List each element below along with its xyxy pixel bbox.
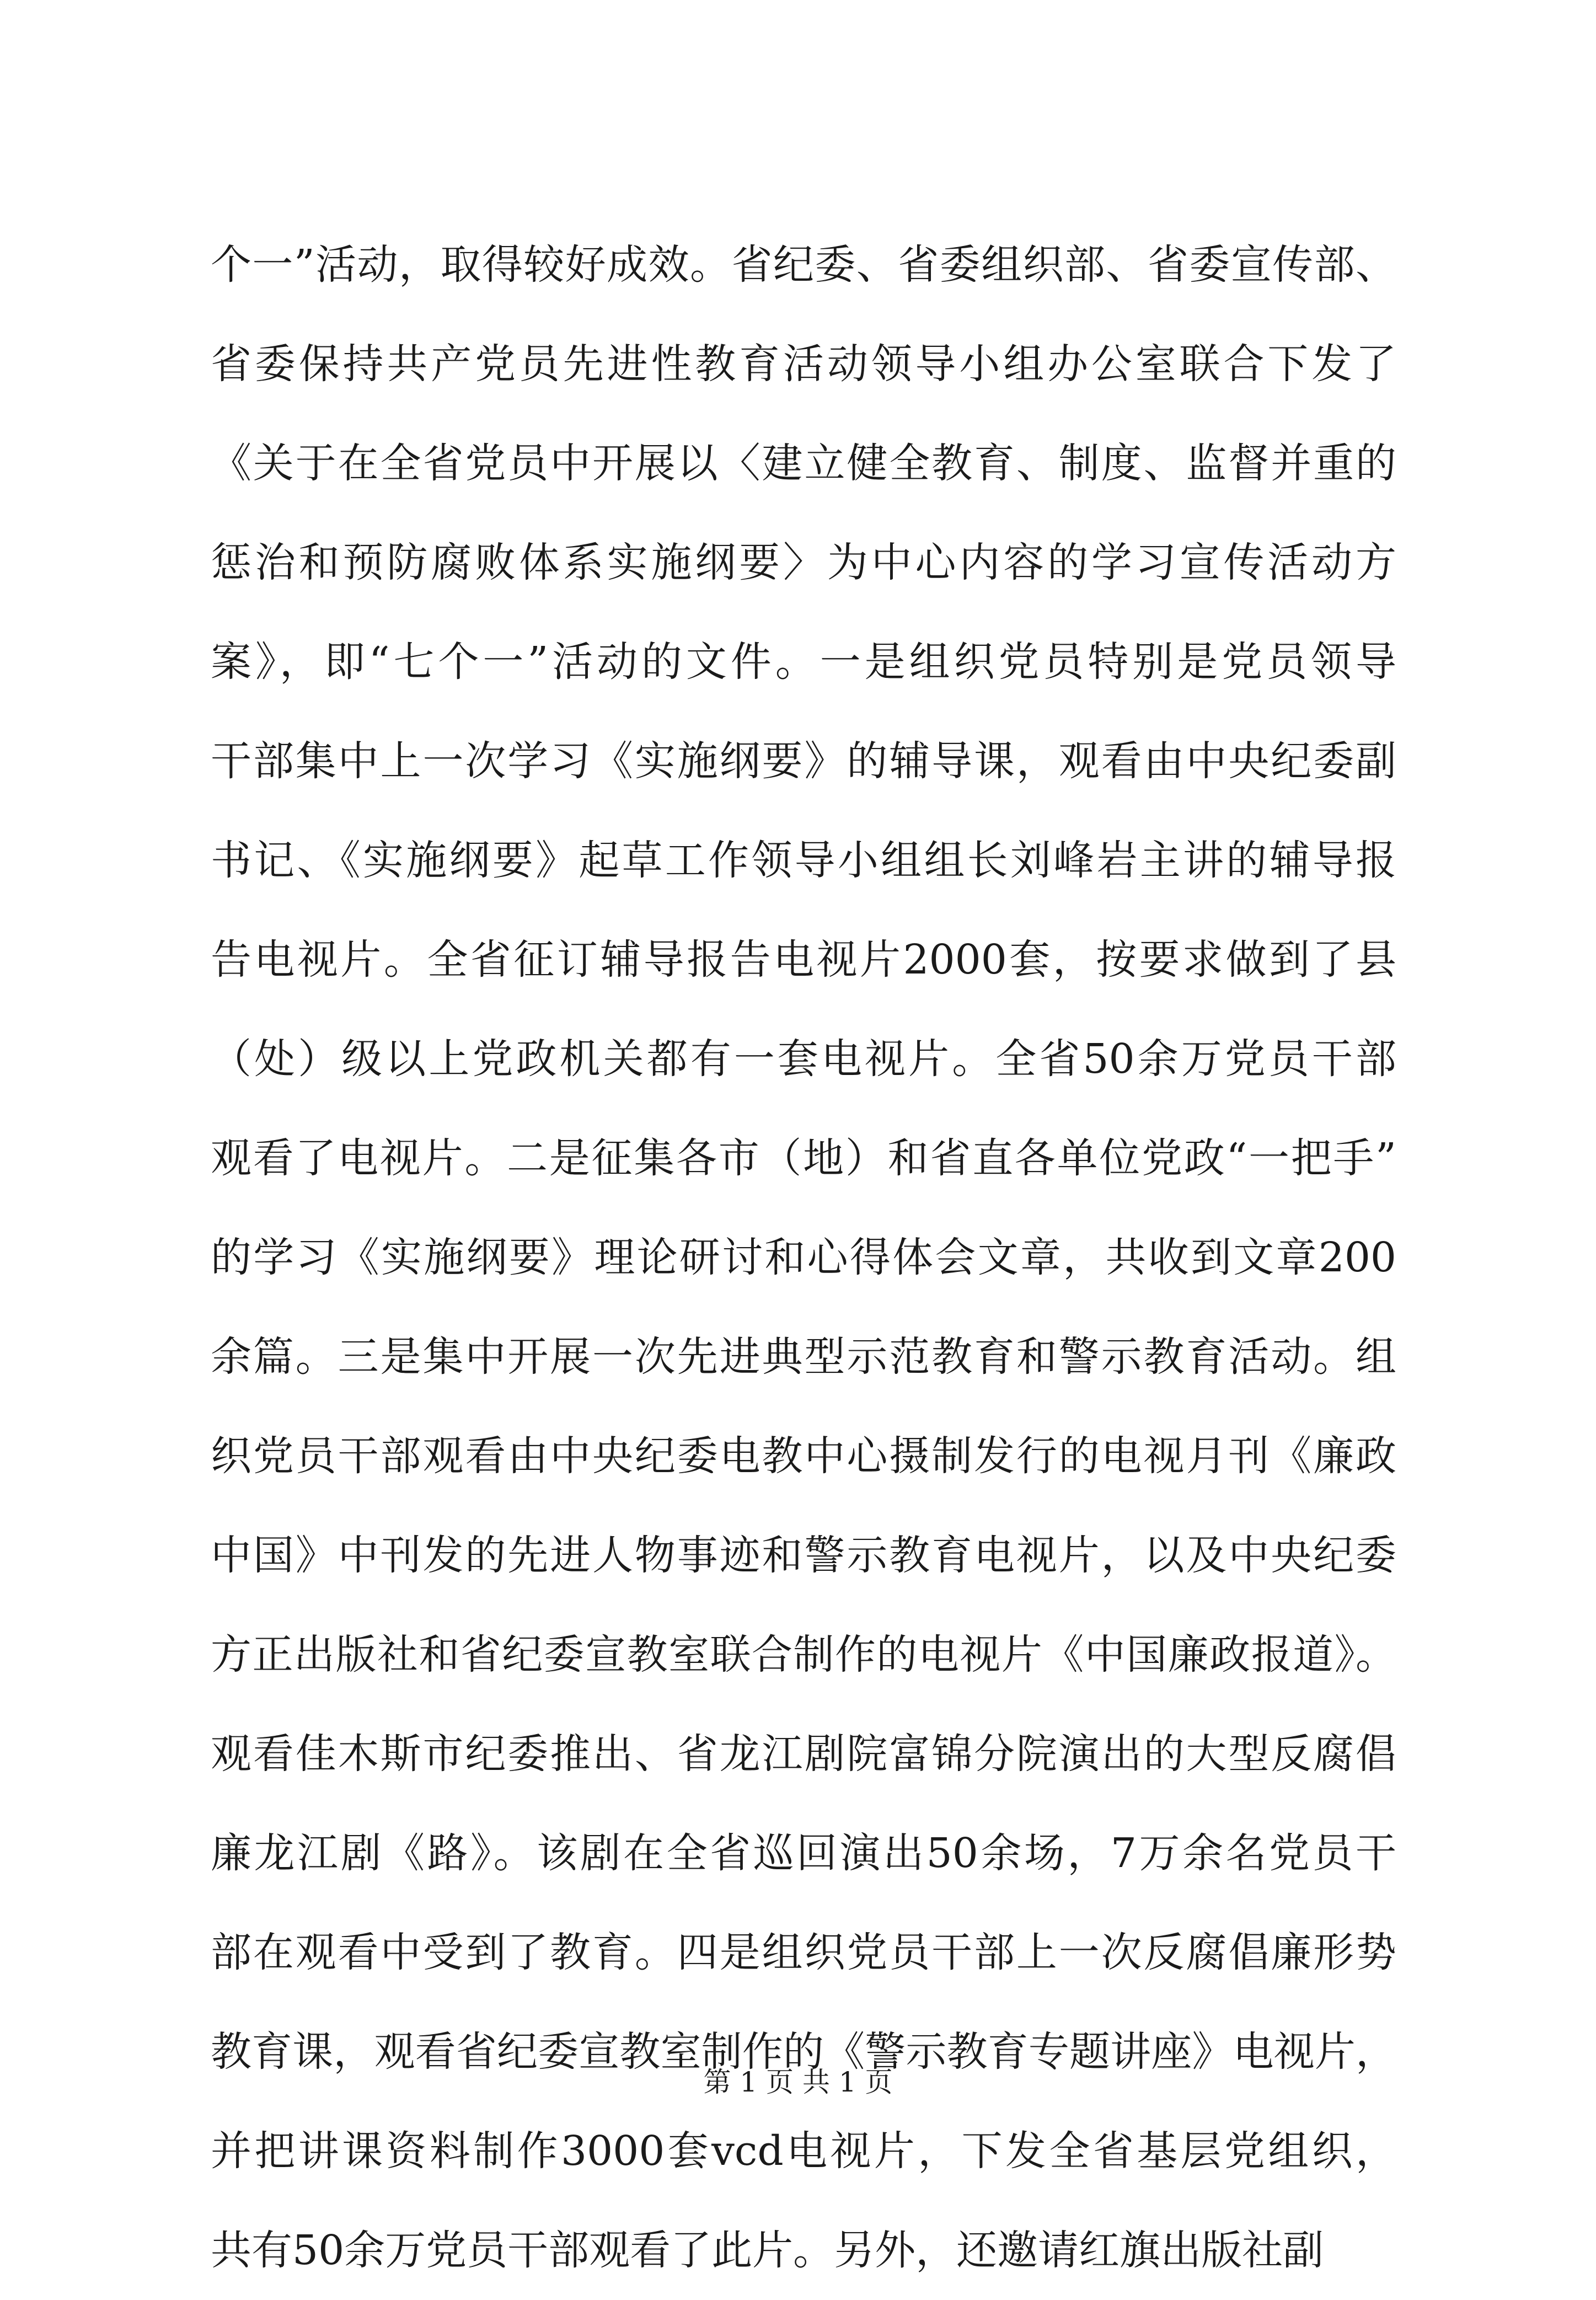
text-line: （处）级以上党政机关都有一套电视片。全省50余万党员干部 xyxy=(211,1035,1396,1083)
text-line: 中国》中刊发的先进人物事迹和警示教育电视片，以及中央纪委 xyxy=(211,1532,1396,1579)
text-line: 的学习《实施纲要》理论研讨和心得体会文章，共收到文章200 xyxy=(211,1234,1396,1281)
text-line: 并把讲课资料制作3000套vcd电视片，下发全省基层党组织， xyxy=(211,2127,1396,2175)
page-footer xyxy=(0,2063,1596,2101)
text-line: 个一”活动，取得较好成效。省纪委、省委组织部、省委宣传部、 xyxy=(211,241,1396,288)
text-line: 观看佳木斯市纪委推出、省龙江剧院富锦分院演出的大型反腐倡 xyxy=(211,1730,1396,1778)
text-line: 余篇。三是集中开展一次先进典型示范教育和警示教育活动。组 xyxy=(211,1333,1396,1381)
text-line: 干部集中上一次学习《实施纲要》的辅导课，观看由中央纪委副 xyxy=(211,737,1396,785)
text-line: 观看了电视片。二是征集各市（地）和省直各单位党政“一把手” xyxy=(211,1135,1396,1182)
text-line: 惩治和预防腐败体系实施纲要〉为中心内容的学习宣传活动方 xyxy=(211,539,1396,586)
text-line: 部在观看中受到了教育。四是组织党员干部上一次反腐倡廉形势 xyxy=(211,1929,1396,1976)
text-line: 方正出版社和省纪委宣教室联合制作的电视片《中国廉政报道》。 xyxy=(211,1631,1396,1678)
body-text xyxy=(211,215,1396,2300)
text-line: 告电视片。全省征订辅导报告电视片2000套，按要求做到了县 xyxy=(211,936,1396,983)
text-line: 织党员干部观看由中央纪委电教中心摄制发行的电视月刊《廉政 xyxy=(211,1432,1396,1480)
text-line: 书记、《实施纲要》起草工作领导小组组长刘峰岩主讲的辅导报 xyxy=(211,837,1396,884)
text-line: 教育课，观看省纪委宣教室制作的《警示教育专题讲座》电视片， xyxy=(211,2028,1396,2076)
text-line: 《关于在全省党员中开展以〈建立健全教育、制度、监督并重的 xyxy=(211,440,1396,487)
text-line: 省委保持共产党员先进性教育活动领导小组办公室联合下发了 xyxy=(211,340,1396,388)
text-line: 案》，即“七个一”活动的文件。一是组织党员特别是党员领导 xyxy=(211,638,1396,686)
text-line: 共有50余万党员干部观看了此片。另外，还邀请红旗出版社副 xyxy=(211,2227,1324,2274)
text-line: 廉龙江剧《路》。该剧在全省巡回演出50余场，7万余名党员干 xyxy=(211,1830,1396,1877)
page-number: 第 1 页 共 1 页 xyxy=(703,2066,893,2098)
